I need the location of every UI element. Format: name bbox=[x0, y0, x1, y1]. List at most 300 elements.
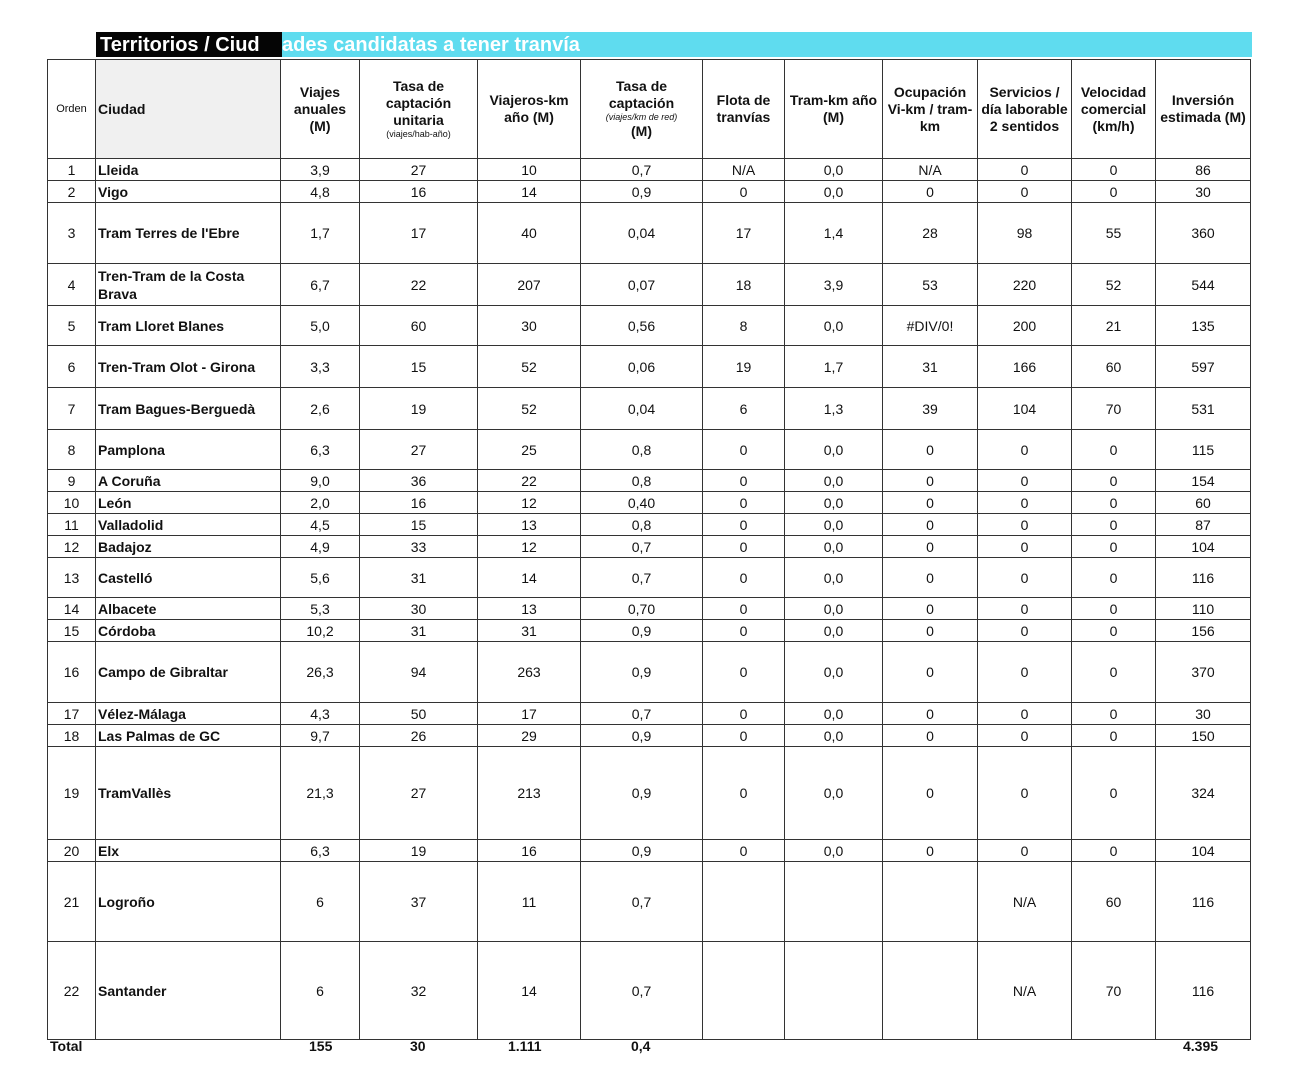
cell-flota bbox=[703, 942, 785, 1040]
cell-orden: 14 bbox=[48, 598, 96, 620]
cell-orden: 11 bbox=[48, 514, 96, 536]
cell-tasa-unitaria: 27 bbox=[360, 430, 478, 470]
header-viajeros-km: Viajeros-km año (M) bbox=[478, 60, 581, 159]
cell-tasa-red: 0,04 bbox=[581, 203, 703, 264]
cell-flota: 0 bbox=[703, 642, 785, 703]
cell-tram-km: 0,0 bbox=[785, 159, 883, 181]
cell-orden: 21 bbox=[48, 862, 96, 942]
cell-tasa-unitaria: 15 bbox=[360, 346, 478, 388]
cell-tasa-unitaria: 30 bbox=[360, 598, 478, 620]
cell-tasa-red: 0,40 bbox=[581, 492, 703, 514]
cell-tram-km: 1,4 bbox=[785, 203, 883, 264]
cell-tasa-unitaria: 33 bbox=[360, 536, 478, 558]
cell-tasa-red: 0,8 bbox=[581, 430, 703, 470]
cell-ocupacion bbox=[883, 942, 978, 1040]
cell-servicios: 0 bbox=[978, 514, 1072, 536]
cell-inversion: 116 bbox=[1156, 942, 1251, 1040]
cell-viajeros-km: 52 bbox=[478, 346, 581, 388]
header-flota: Flota de tranvías bbox=[703, 60, 785, 159]
cell-ciudad: Albacete bbox=[96, 598, 281, 620]
cell-velocidad: 0 bbox=[1072, 159, 1156, 181]
cell-ciudad: Tren-Tram de la Costa Brava bbox=[96, 264, 281, 306]
cell-inversion: 115 bbox=[1156, 430, 1251, 470]
cell-tasa-unitaria: 15 bbox=[360, 514, 478, 536]
cell-tasa-unitaria: 32 bbox=[360, 942, 478, 1040]
cell-inversion: 156 bbox=[1156, 620, 1251, 642]
header-tasa-unitaria bbox=[360, 60, 478, 159]
cell-orden: 8 bbox=[48, 430, 96, 470]
cell-viajes: 9,7 bbox=[281, 725, 360, 747]
cell-servicios: 98 bbox=[978, 203, 1072, 264]
cell-viajes: 3,3 bbox=[281, 346, 360, 388]
cell-ocupacion: 0 bbox=[883, 430, 978, 470]
cell-ciudad: Tram Lloret Blanes bbox=[96, 306, 281, 346]
cell-tram-km: 0,0 bbox=[785, 703, 883, 725]
cell-velocidad: 0 bbox=[1072, 558, 1156, 598]
cell-inversion: 104 bbox=[1156, 840, 1251, 862]
cell-tasa-red: 0,9 bbox=[581, 747, 703, 840]
table-row bbox=[48, 159, 1251, 181]
cell-ocupacion: 0 bbox=[883, 620, 978, 642]
cell-viajeros-km: 13 bbox=[478, 514, 581, 536]
cell-tram-km: 0,0 bbox=[785, 430, 883, 470]
cell-tasa-red: 0,9 bbox=[581, 642, 703, 703]
cell-tasa-unitaria: 27 bbox=[360, 747, 478, 840]
cell-viajeros-km: 12 bbox=[478, 492, 581, 514]
cell-flota: 17 bbox=[703, 203, 785, 264]
totals-label: Total bbox=[50, 1038, 83, 1054]
cell-tasa-red: 0,70 bbox=[581, 598, 703, 620]
cell-orden: 19 bbox=[48, 747, 96, 840]
cell-ciudad: Campo de Gibraltar bbox=[96, 642, 281, 703]
totals-tasa-unitaria: 30 bbox=[410, 1038, 426, 1054]
cell-viajes: 4,8 bbox=[281, 181, 360, 203]
cell-tasa-red: 0,04 bbox=[581, 388, 703, 430]
cell-ocupacion: 28 bbox=[883, 203, 978, 264]
cell-ciudad: Valladolid bbox=[96, 514, 281, 536]
cell-velocidad: 0 bbox=[1072, 747, 1156, 840]
cell-servicios: 0 bbox=[978, 642, 1072, 703]
table-row bbox=[48, 492, 1251, 514]
cell-viajeros-km: 25 bbox=[478, 430, 581, 470]
cell-tasa-red: 0,7 bbox=[581, 159, 703, 181]
cell-tram-km: 0,0 bbox=[785, 181, 883, 203]
header-tasa-red-unit: (M) bbox=[631, 123, 652, 139]
cell-tasa-red: 0,7 bbox=[581, 703, 703, 725]
cell-tasa-red: 0,56 bbox=[581, 306, 703, 346]
cell-flota: 0 bbox=[703, 181, 785, 203]
cell-viajeros-km: 31 bbox=[478, 620, 581, 642]
table-row bbox=[48, 203, 1251, 264]
cell-viajes: 26,3 bbox=[281, 642, 360, 703]
cell-viajeros-km: 12 bbox=[478, 536, 581, 558]
table-title bbox=[96, 32, 1252, 57]
cell-viajeros-km: 14 bbox=[478, 942, 581, 1040]
cell-ciudad: Lleida bbox=[96, 159, 281, 181]
cell-inversion: 30 bbox=[1156, 703, 1251, 725]
cell-tasa-unitaria: 16 bbox=[360, 181, 478, 203]
cell-servicios: 0 bbox=[978, 159, 1072, 181]
cell-ocupacion: 0 bbox=[883, 470, 978, 492]
cell-tasa-red: 0,9 bbox=[581, 181, 703, 203]
cell-viajeros-km: 14 bbox=[478, 181, 581, 203]
cell-tasa-unitaria: 31 bbox=[360, 620, 478, 642]
cell-viajeros-km: 22 bbox=[478, 470, 581, 492]
cell-ocupacion: 0 bbox=[883, 536, 978, 558]
cell-viajes: 6,3 bbox=[281, 430, 360, 470]
cell-velocidad: 0 bbox=[1072, 430, 1156, 470]
cell-inversion: 544 bbox=[1156, 264, 1251, 306]
cell-tasa-unitaria: 37 bbox=[360, 862, 478, 942]
cell-tasa-unitaria: 60 bbox=[360, 306, 478, 346]
cell-ciudad: Tram Terres de l'Ebre bbox=[96, 203, 281, 264]
cell-tasa-unitaria: 31 bbox=[360, 558, 478, 598]
cell-tasa-unitaria: 94 bbox=[360, 642, 478, 703]
cell-tram-km: 0,0 bbox=[785, 492, 883, 514]
cell-viajes: 6 bbox=[281, 862, 360, 942]
cell-viajes: 5,0 bbox=[281, 306, 360, 346]
cell-flota: 19 bbox=[703, 346, 785, 388]
cell-ocupacion: 0 bbox=[883, 703, 978, 725]
totals-inversion: 4.395 bbox=[1183, 1038, 1219, 1054]
cell-ocupacion: 0 bbox=[883, 598, 978, 620]
cell-tasa-unitaria: 27 bbox=[360, 159, 478, 181]
cell-viajeros-km: 30 bbox=[478, 306, 581, 346]
cell-viajes: 1,7 bbox=[281, 203, 360, 264]
cell-velocidad: 0 bbox=[1072, 598, 1156, 620]
cell-velocidad: 0 bbox=[1072, 620, 1156, 642]
cell-viajeros-km: 16 bbox=[478, 840, 581, 862]
cell-inversion: 360 bbox=[1156, 203, 1251, 264]
cell-velocidad: 0 bbox=[1072, 725, 1156, 747]
cell-flota: 0 bbox=[703, 840, 785, 862]
header-row bbox=[48, 60, 1251, 159]
cell-viajes: 21,3 bbox=[281, 747, 360, 840]
totals-viajes: 155 bbox=[309, 1038, 333, 1054]
cell-velocidad: 52 bbox=[1072, 264, 1156, 306]
cell-flota: 0 bbox=[703, 747, 785, 840]
cell-velocidad: 0 bbox=[1072, 181, 1156, 203]
cell-orden: 2 bbox=[48, 181, 96, 203]
cell-flota: 0 bbox=[703, 492, 785, 514]
cell-tram-km: 0,0 bbox=[785, 620, 883, 642]
cell-orden: 6 bbox=[48, 346, 96, 388]
cell-orden: 5 bbox=[48, 306, 96, 346]
cell-servicios: 0 bbox=[978, 725, 1072, 747]
cell-tasa-red: 0,7 bbox=[581, 536, 703, 558]
cell-servicios: N/A bbox=[978, 942, 1072, 1040]
cell-ocupacion: 39 bbox=[883, 388, 978, 430]
cell-ocupacion: 0 bbox=[883, 181, 978, 203]
cell-ocupacion: 31 bbox=[883, 346, 978, 388]
cell-viajeros-km: 263 bbox=[478, 642, 581, 703]
cell-servicios: 0 bbox=[978, 492, 1072, 514]
cell-tasa-red: 0,8 bbox=[581, 514, 703, 536]
header-ciudad: Ciudad bbox=[96, 60, 281, 159]
table-row bbox=[48, 620, 1251, 642]
cell-inversion: 116 bbox=[1156, 558, 1251, 598]
tram-cities-table bbox=[47, 59, 1251, 1040]
cell-servicios: 0 bbox=[978, 536, 1072, 558]
cell-viajes: 10,2 bbox=[281, 620, 360, 642]
cell-tram-km: 1,3 bbox=[785, 388, 883, 430]
cell-tram-km: 0,0 bbox=[785, 747, 883, 840]
cell-viajes: 4,5 bbox=[281, 514, 360, 536]
cell-ocupacion: 0 bbox=[883, 514, 978, 536]
cell-velocidad: 70 bbox=[1072, 388, 1156, 430]
cell-ciudad: Santander bbox=[96, 942, 281, 1040]
cell-viajes: 9,0 bbox=[281, 470, 360, 492]
cell-tasa-unitaria: 50 bbox=[360, 703, 478, 725]
header-servicios: Servicios / día laborable 2 sentidos bbox=[978, 60, 1072, 159]
table-row bbox=[48, 306, 1251, 346]
cell-tram-km: 0,0 bbox=[785, 598, 883, 620]
cell-inversion: 110 bbox=[1156, 598, 1251, 620]
cell-flota: 0 bbox=[703, 536, 785, 558]
cell-inversion: 60 bbox=[1156, 492, 1251, 514]
totals-viajeros-km: 1.111 bbox=[508, 1038, 542, 1054]
cell-velocidad: 55 bbox=[1072, 203, 1156, 264]
cell-tram-km bbox=[785, 942, 883, 1040]
cell-ocupacion: 0 bbox=[883, 840, 978, 862]
cell-tram-km: 0,0 bbox=[785, 470, 883, 492]
cell-servicios: 0 bbox=[978, 181, 1072, 203]
cell-ciudad: Las Palmas de GC bbox=[96, 725, 281, 747]
cell-viajeros-km: 213 bbox=[478, 747, 581, 840]
cell-velocidad: 60 bbox=[1072, 862, 1156, 942]
cell-flota: 6 bbox=[703, 388, 785, 430]
cell-ciudad: Tram Bagues-Berguedà bbox=[96, 388, 281, 430]
cell-tasa-unitaria: 17 bbox=[360, 203, 478, 264]
cell-flota: 0 bbox=[703, 598, 785, 620]
cell-viajeros-km: 207 bbox=[478, 264, 581, 306]
cell-ciudad: Vigo bbox=[96, 181, 281, 203]
cell-ciudad: Elx bbox=[96, 840, 281, 862]
cell-viajeros-km: 11 bbox=[478, 862, 581, 942]
cell-ocupacion: 0 bbox=[883, 725, 978, 747]
cell-tasa-red: 0,9 bbox=[581, 840, 703, 862]
cell-tasa-red: 0,06 bbox=[581, 346, 703, 388]
header-tasa-red bbox=[581, 60, 703, 159]
cell-viajeros-km: 10 bbox=[478, 159, 581, 181]
cell-ocupacion bbox=[883, 862, 978, 942]
header-inversion: Inversión estimada (M) bbox=[1156, 60, 1251, 159]
cell-velocidad: 0 bbox=[1072, 840, 1156, 862]
cell-ciudad: Logroño bbox=[96, 862, 281, 942]
cell-ciudad: Córdoba bbox=[96, 620, 281, 642]
cell-orden: 9 bbox=[48, 470, 96, 492]
cell-ocupacion: 53 bbox=[883, 264, 978, 306]
cell-servicios: 200 bbox=[978, 306, 1072, 346]
cell-servicios: 0 bbox=[978, 747, 1072, 840]
cell-tram-km bbox=[785, 862, 883, 942]
cell-inversion: 104 bbox=[1156, 536, 1251, 558]
table-row bbox=[48, 862, 1251, 942]
cell-viajes: 6 bbox=[281, 942, 360, 1040]
header-viajes: Viajes anuales (M) bbox=[281, 60, 360, 159]
cell-inversion: 150 bbox=[1156, 725, 1251, 747]
cell-velocidad: 21 bbox=[1072, 306, 1156, 346]
cell-ciudad: TramVallès bbox=[96, 747, 281, 840]
header-tram-km: Tram-km año (M) bbox=[785, 60, 883, 159]
table-row bbox=[48, 747, 1251, 840]
cell-flota: 0 bbox=[703, 725, 785, 747]
cell-velocidad: 0 bbox=[1072, 536, 1156, 558]
table-row bbox=[48, 264, 1251, 306]
cell-tasa-red: 0,7 bbox=[581, 942, 703, 1040]
cell-viajes: 6,7 bbox=[281, 264, 360, 306]
cell-tasa-unitaria: 26 bbox=[360, 725, 478, 747]
cell-tasa-unitaria: 19 bbox=[360, 388, 478, 430]
table-row bbox=[48, 430, 1251, 470]
cell-velocidad: 0 bbox=[1072, 703, 1156, 725]
cell-flota: 0 bbox=[703, 430, 785, 470]
header-orden: Orden bbox=[48, 60, 96, 159]
table-row bbox=[48, 470, 1251, 492]
cell-tram-km: 0,0 bbox=[785, 306, 883, 346]
cell-tram-km: 0,0 bbox=[785, 558, 883, 598]
cell-inversion: 86 bbox=[1156, 159, 1251, 181]
cell-ocupacion: #DIV/0! bbox=[883, 306, 978, 346]
cell-tram-km: 1,7 bbox=[785, 346, 883, 388]
cell-servicios: 104 bbox=[978, 388, 1072, 430]
cell-viajes: 4,9 bbox=[281, 536, 360, 558]
cell-velocidad: 0 bbox=[1072, 642, 1156, 703]
cell-ciudad: Tren-Tram Olot - Girona bbox=[96, 346, 281, 388]
cell-tasa-unitaria: 19 bbox=[360, 840, 478, 862]
cell-viajeros-km: 40 bbox=[478, 203, 581, 264]
totals-row bbox=[47, 1035, 1257, 1057]
title-dark-part: Territorios / Ciud bbox=[96, 32, 282, 57]
cell-ocupacion: 0 bbox=[883, 747, 978, 840]
cell-tasa-red: 0,7 bbox=[581, 862, 703, 942]
cell-viajeros-km: 13 bbox=[478, 598, 581, 620]
totals-tasa-red: 0,4 bbox=[631, 1038, 651, 1054]
cell-servicios: 0 bbox=[978, 470, 1072, 492]
cell-orden: 18 bbox=[48, 725, 96, 747]
cell-tasa-red: 0,9 bbox=[581, 620, 703, 642]
header-ocupacion: Ocupación Vi-km / tram-km bbox=[883, 60, 978, 159]
header-tasa-unitaria-sub: (viajes/hab-año) bbox=[386, 129, 451, 139]
cell-velocidad: 0 bbox=[1072, 470, 1156, 492]
cell-inversion: 324 bbox=[1156, 747, 1251, 840]
cell-ciudad: Badajoz bbox=[96, 536, 281, 558]
table-row bbox=[48, 703, 1251, 725]
table-row bbox=[48, 388, 1251, 430]
cell-servicios: 0 bbox=[978, 620, 1072, 642]
table-row bbox=[48, 840, 1251, 862]
cell-tram-km: 0,0 bbox=[785, 536, 883, 558]
cell-tasa-red: 0,8 bbox=[581, 470, 703, 492]
cell-orden: 15 bbox=[48, 620, 96, 642]
table-body bbox=[48, 159, 1251, 1040]
cell-servicios: 0 bbox=[978, 840, 1072, 862]
cell-inversion: 531 bbox=[1156, 388, 1251, 430]
cell-servicios: 0 bbox=[978, 703, 1072, 725]
cell-velocidad: 0 bbox=[1072, 492, 1156, 514]
table-row bbox=[48, 725, 1251, 747]
cell-ciudad: Pamplona bbox=[96, 430, 281, 470]
cell-ciudad: León bbox=[96, 492, 281, 514]
title-light-part: ades candidatas a tener tranvía bbox=[282, 34, 580, 56]
cell-orden: 3 bbox=[48, 203, 96, 264]
cell-flota: 0 bbox=[703, 558, 785, 598]
cell-viajeros-km: 17 bbox=[478, 703, 581, 725]
cell-tram-km: 0,0 bbox=[785, 642, 883, 703]
cell-inversion: 116 bbox=[1156, 862, 1251, 942]
cell-tasa-red: 0,07 bbox=[581, 264, 703, 306]
cell-viajes: 2,0 bbox=[281, 492, 360, 514]
cell-viajes: 6,3 bbox=[281, 840, 360, 862]
cell-tasa-unitaria: 16 bbox=[360, 492, 478, 514]
cell-inversion: 30 bbox=[1156, 181, 1251, 203]
cell-viajeros-km: 52 bbox=[478, 388, 581, 430]
cell-servicios: N/A bbox=[978, 862, 1072, 942]
cell-servicios: 0 bbox=[978, 430, 1072, 470]
cell-ocupacion: 0 bbox=[883, 558, 978, 598]
cell-ocupacion: 0 bbox=[883, 642, 978, 703]
cell-flota: N/A bbox=[703, 159, 785, 181]
cell-ciudad: Vélez-Málaga bbox=[96, 703, 281, 725]
cell-tram-km: 0,0 bbox=[785, 514, 883, 536]
cell-tasa-red: 0,9 bbox=[581, 725, 703, 747]
header-tasa-red-label: Tasa de captación bbox=[608, 78, 675, 111]
cell-servicios: 0 bbox=[978, 598, 1072, 620]
cell-velocidad: 70 bbox=[1072, 942, 1156, 1040]
cell-inversion: 597 bbox=[1156, 346, 1251, 388]
cell-flota: 0 bbox=[703, 514, 785, 536]
cell-tram-km: 3,9 bbox=[785, 264, 883, 306]
cell-ocupacion: N/A bbox=[883, 159, 978, 181]
cell-servicios: 220 bbox=[978, 264, 1072, 306]
cell-viajes: 5,6 bbox=[281, 558, 360, 598]
header-tasa-red-sub: (viajes/km de red) bbox=[605, 112, 678, 122]
table-row bbox=[48, 181, 1251, 203]
cell-orden: 7 bbox=[48, 388, 96, 430]
table-row bbox=[48, 536, 1251, 558]
table-row bbox=[48, 942, 1251, 1040]
header-velocidad: Velocidad comercial (km/h) bbox=[1072, 60, 1156, 159]
cell-flota: 18 bbox=[703, 264, 785, 306]
cell-servicios: 0 bbox=[978, 558, 1072, 598]
cell-ocupacion: 0 bbox=[883, 492, 978, 514]
cell-viajes: 3,9 bbox=[281, 159, 360, 181]
cell-flota bbox=[703, 862, 785, 942]
cell-viajeros-km: 29 bbox=[478, 725, 581, 747]
cell-orden: 22 bbox=[48, 942, 96, 1040]
cell-viajes: 4,3 bbox=[281, 703, 360, 725]
cell-orden: 1 bbox=[48, 159, 96, 181]
cell-orden: 10 bbox=[48, 492, 96, 514]
table-row bbox=[48, 346, 1251, 388]
cell-inversion: 154 bbox=[1156, 470, 1251, 492]
cell-tasa-unitaria: 22 bbox=[360, 264, 478, 306]
cell-viajes: 5,3 bbox=[281, 598, 360, 620]
cell-ciudad: Castelló bbox=[96, 558, 281, 598]
table-row bbox=[48, 514, 1251, 536]
table-row bbox=[48, 598, 1251, 620]
cell-inversion: 87 bbox=[1156, 514, 1251, 536]
header-tasa-unitaria-label: Tasa de captación unitaria bbox=[385, 78, 452, 128]
cell-servicios: 166 bbox=[978, 346, 1072, 388]
table-row bbox=[48, 558, 1251, 598]
cell-inversion: 135 bbox=[1156, 306, 1251, 346]
cell-tasa-unitaria: 36 bbox=[360, 470, 478, 492]
cell-flota: 0 bbox=[703, 620, 785, 642]
cell-tram-km: 0,0 bbox=[785, 725, 883, 747]
cell-flota: 0 bbox=[703, 470, 785, 492]
cell-orden: 20 bbox=[48, 840, 96, 862]
